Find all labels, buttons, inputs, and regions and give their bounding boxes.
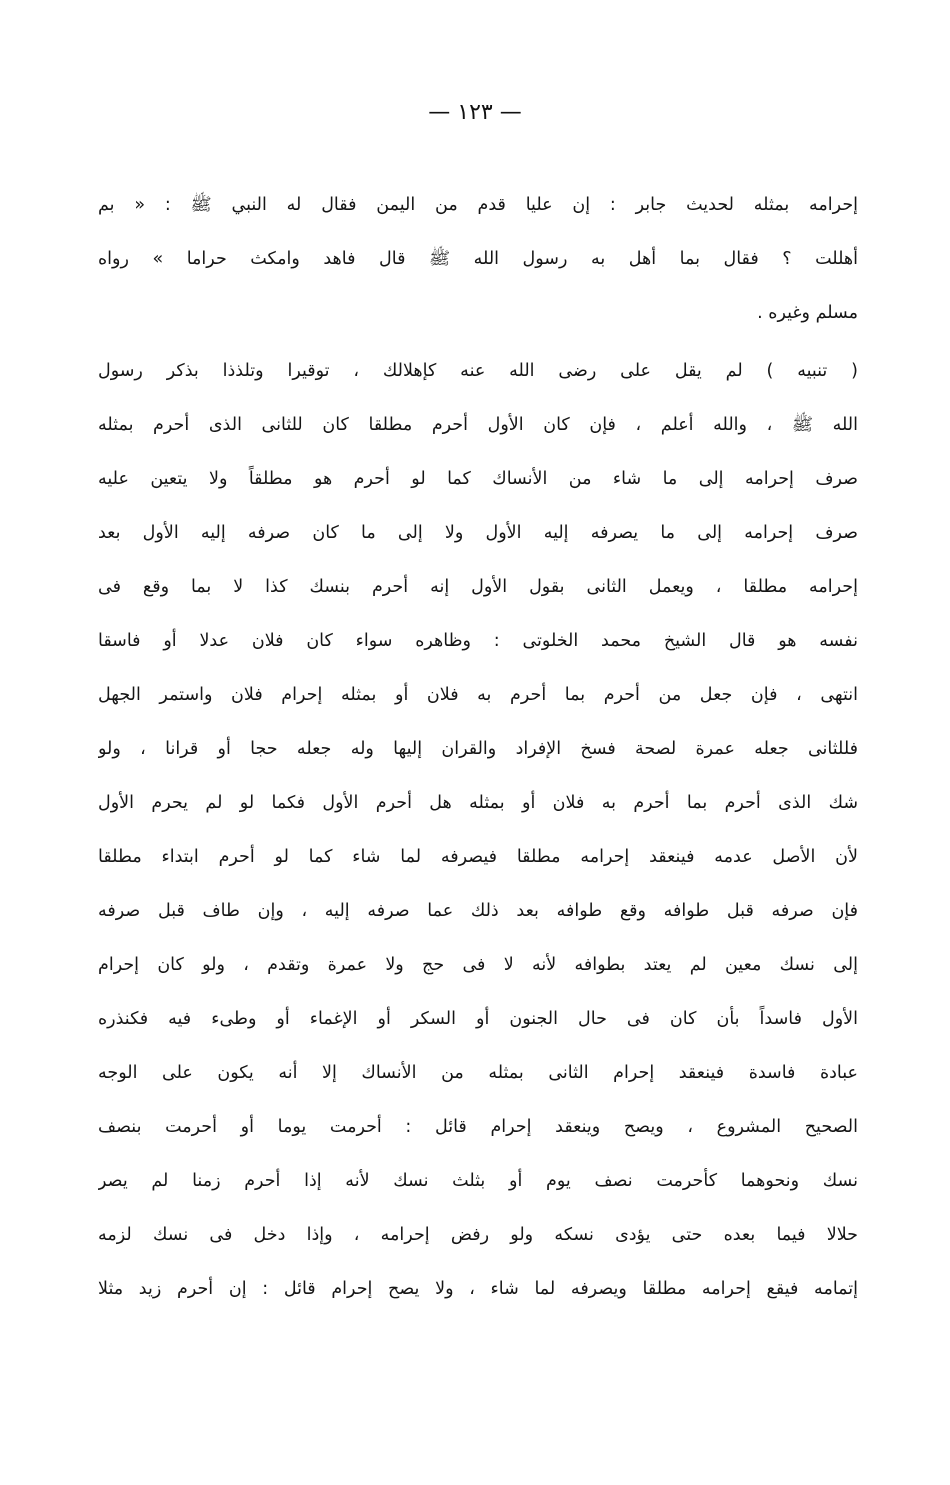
text-line: لأن الأصل عدمه فينعقد إحرامه مطلقا فيصرفه لما شاء كما لو أحرم ابتداء مطلقا: [98, 847, 858, 867]
text-line: ( تنبيه ) لم يقل على رضى الله عنه كإهلالك ، توقيرا وتلذذا بذكر رسول: [98, 361, 858, 381]
text-line: إلى نسك معين لم يعتد بطوافه لأنه لا فى حج ولا عمرة وتقدم ، ولو كان إحرام: [98, 955, 858, 975]
text-line: عبادة فاسدة فينعقد إحرام الثانى بمثله من الأنساك إلا أنه يكون على الوجه: [98, 1063, 858, 1083]
text-line: الصحيح المشروع ، ويصح وينعقد إحرام قائل : أحرمت يوما أو أحرمت بنصف: [98, 1117, 858, 1137]
text-line: الله ﷺ ، والله أعلم ، فإن كان الأول أحرم مطلقا كان للثانى الذى أحرم بمثله: [98, 415, 858, 435]
text-line: مسلم وغيره .: [757, 303, 858, 323]
text-line: أهللت ؟ فقال بما أهل به رسول الله ﷺ قال فاهد وامكث حراما » رواه: [98, 249, 858, 269]
text-line: فللثانى جعله عمرة لصحة فسخ الإفراد والقران إليها وله جعله حجا أو قرانا ، ولو: [98, 739, 858, 759]
text-line: صرف إحرامه إلى ما شاء من الأنساك كما لو أحرم هو مطلقاً ولا يتعين عليه: [98, 469, 858, 489]
body-text: [98, 178, 858, 1316]
text-line: صرف إحرامه إلى ما يصرفه إليه الأول ولا إلى ما كان صرفه إليه الأول بعد: [98, 523, 858, 543]
text-line: نفسه هو قال الشيخ محمد الخلوتى : وظاهره سواء كان فلان عدلا أو فاسقا: [98, 631, 858, 651]
text-line: إحرامه مطلقا ، ويعمل الثانى بقول الأول إنه أحرم بنسك كذا لا بما وقع فى: [98, 577, 858, 597]
text-line: نسك ونحوهما كأحرمت نصف يوم أو بثلث نسك لأنه إذا أحرم زمنا لم يصر: [98, 1171, 858, 1191]
text-line: الأول فاسداً بأن كان فى حال الجنون أو السكر أو الإغماء أو وطىء فيه فكنذره: [98, 1009, 858, 1029]
text-line: إحرامه بمثله لحديث جابر : إن عليا قدم من اليمن فقال له النبي ﷺ : « بم: [98, 195, 858, 215]
text-line: إتمامه فيقع إحرامه مطلقا ويصرفه لما شاء ، ولا يصح إحرام قائل : إن أحرم زيد مثلا: [98, 1279, 858, 1299]
page-number: — ١٢٣ —: [428, 100, 522, 125]
text-line: حلالا فيما بعده حتى يؤدى نسكه ولو رفض إحرامه ، وإذا دخل فى نسك لزمه: [98, 1225, 858, 1245]
text-line: شك الذى أحرم بما أحرم به فلان أو بمثله هل أحرم الأول فكما لو لم يحرم الأول: [98, 793, 858, 813]
text-line: فإن صرفه قبل طوافه وقع طوافه بعد ذلك عما صرفه إليه ، وإن طاف قبل صرفه: [98, 901, 858, 921]
text-line: انتهى ، فإن جعل من أحرم بما أحرم به فلان أو بمثله إحرام فلان واستمر الجهل: [98, 685, 858, 705]
